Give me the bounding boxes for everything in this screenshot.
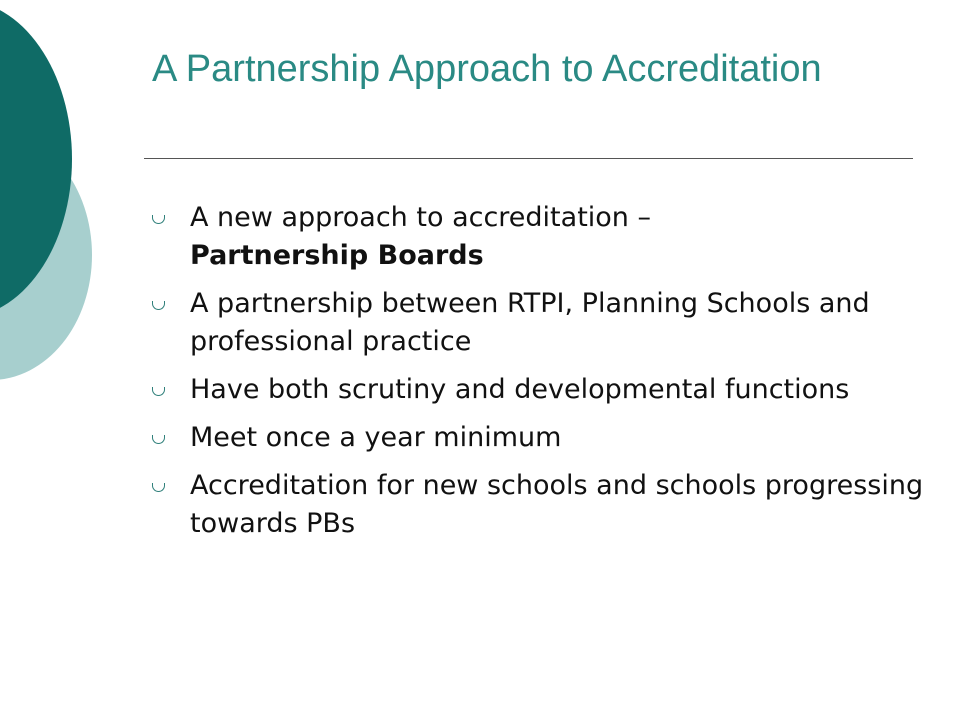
- bullet-marker-icon: [152, 435, 165, 444]
- bullet-list: [152, 199, 932, 553]
- bullet-text: Accreditation for new schools and schools progressing towards PBs: [190, 470, 924, 539]
- bullet-item: [152, 371, 932, 409]
- bullet-marker-icon: [152, 483, 165, 492]
- slide-title: A Partnership Approach to Accreditation: [152, 48, 822, 90]
- bullet-text: A new approach to accreditation –: [190, 202, 651, 233]
- title-divider: [144, 158, 913, 159]
- bullet-text: Have both scrutiny and developmental functions: [190, 374, 850, 405]
- bullet-marker-icon: [152, 387, 165, 396]
- bullet-item: [152, 199, 932, 275]
- bullet-marker-icon: [152, 301, 165, 310]
- bullet-text: A partnership between RTPI, Planning Schools and professional practice: [190, 288, 870, 357]
- bullet-bold-text: Partnership Boards: [190, 240, 484, 271]
- bullet-item: [152, 419, 932, 457]
- bullet-text: Meet once a year minimum: [190, 422, 562, 453]
- bullet-item: [152, 467, 932, 543]
- bullet-marker-icon: [152, 215, 165, 224]
- bullet-item: [152, 285, 932, 361]
